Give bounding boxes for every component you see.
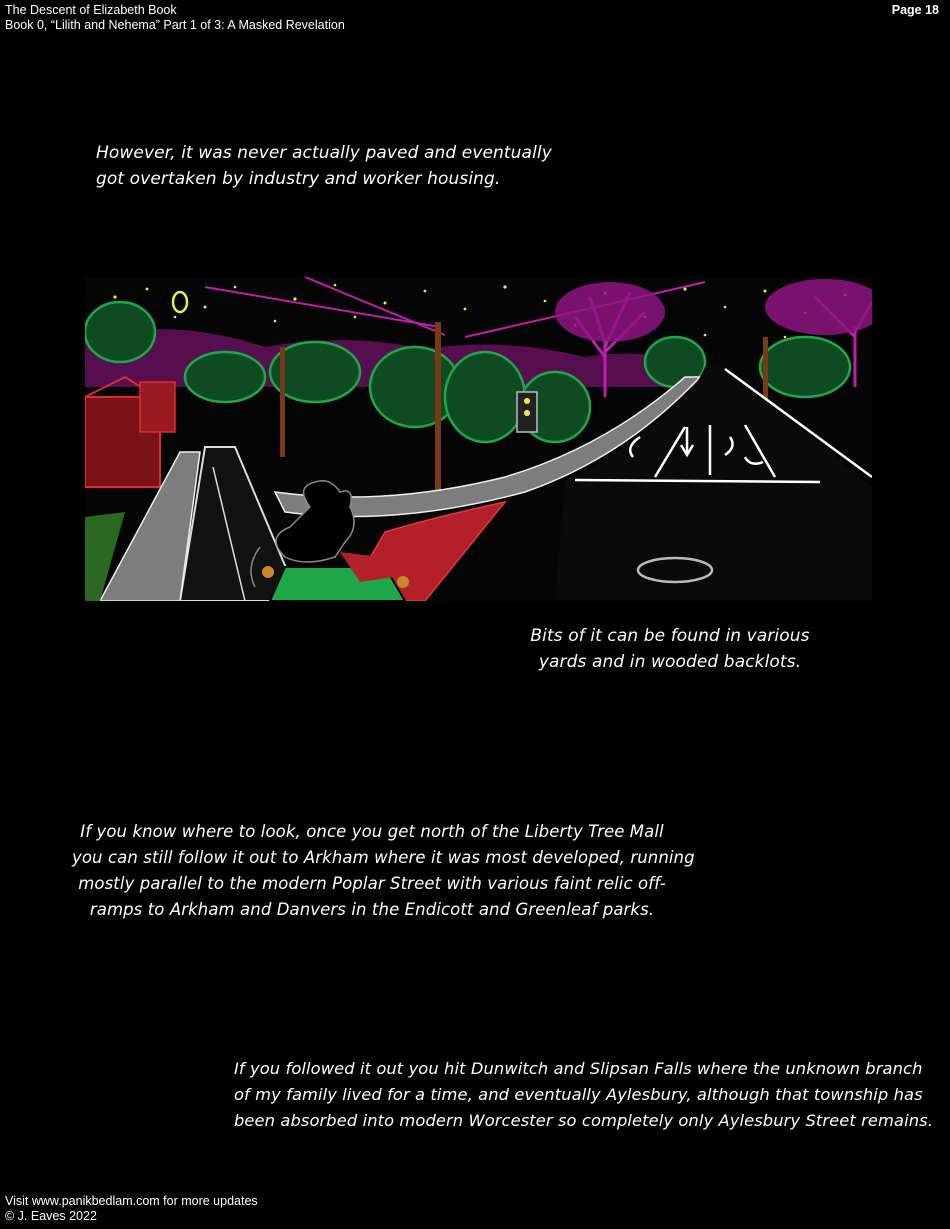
caption-line: However, it was never actually paved and eventually — [96, 143, 552, 163]
caption-line: If you followed it out you hit Dunwitch and Slipsan Falls where the unknown branch — [234, 1059, 923, 1078]
caption-line: got overtaken by industry and worker housing. — [96, 169, 501, 189]
caption-line: yards and in wooded backlots. — [538, 652, 802, 672]
caption-4 — [234, 1056, 933, 1134]
caption-line: been absorbed into modern Worcester so completely only Aylesbury Street remains. — [234, 1111, 933, 1130]
footer-visit-link-text: Visit www.panikbedlam.com for more updates — [5, 1194, 258, 1208]
caption-line: Bits of it can be found in various — [530, 626, 810, 646]
caption-line: If you know where to look, once you get north of the Liberty Tree Mall — [80, 822, 664, 841]
chapter-subtitle: Book 0, “Lilith and Nehema” Part 1 of 3: A Masked Revelation — [5, 18, 345, 32]
page-number: Page 18 — [891, 3, 939, 17]
caption-line: you can still follow it out to Arkham where it was most developed, running — [72, 848, 695, 867]
caption-line: ramps to Arkham and Danvers in the Endicott and Greenleaf parks. — [89, 900, 655, 919]
comic-panel-street-night — [85, 277, 872, 601]
book-title: The Descent of Elizabeth Book — [5, 3, 177, 17]
manhole — [638, 558, 712, 582]
caption-line: of my family lived for a time, and eventually Aylesbury, although that township has — [234, 1085, 923, 1104]
caption-1 — [96, 140, 552, 192]
night-street-illustration — [85, 277, 872, 601]
caption-2 — [520, 623, 820, 675]
caption-3 — [72, 819, 695, 923]
footer-copyright: © J. Eaves 2022 — [5, 1209, 97, 1223]
caption-line: mostly parallel to the modern Poplar Street with various faint relic off- — [78, 874, 666, 893]
